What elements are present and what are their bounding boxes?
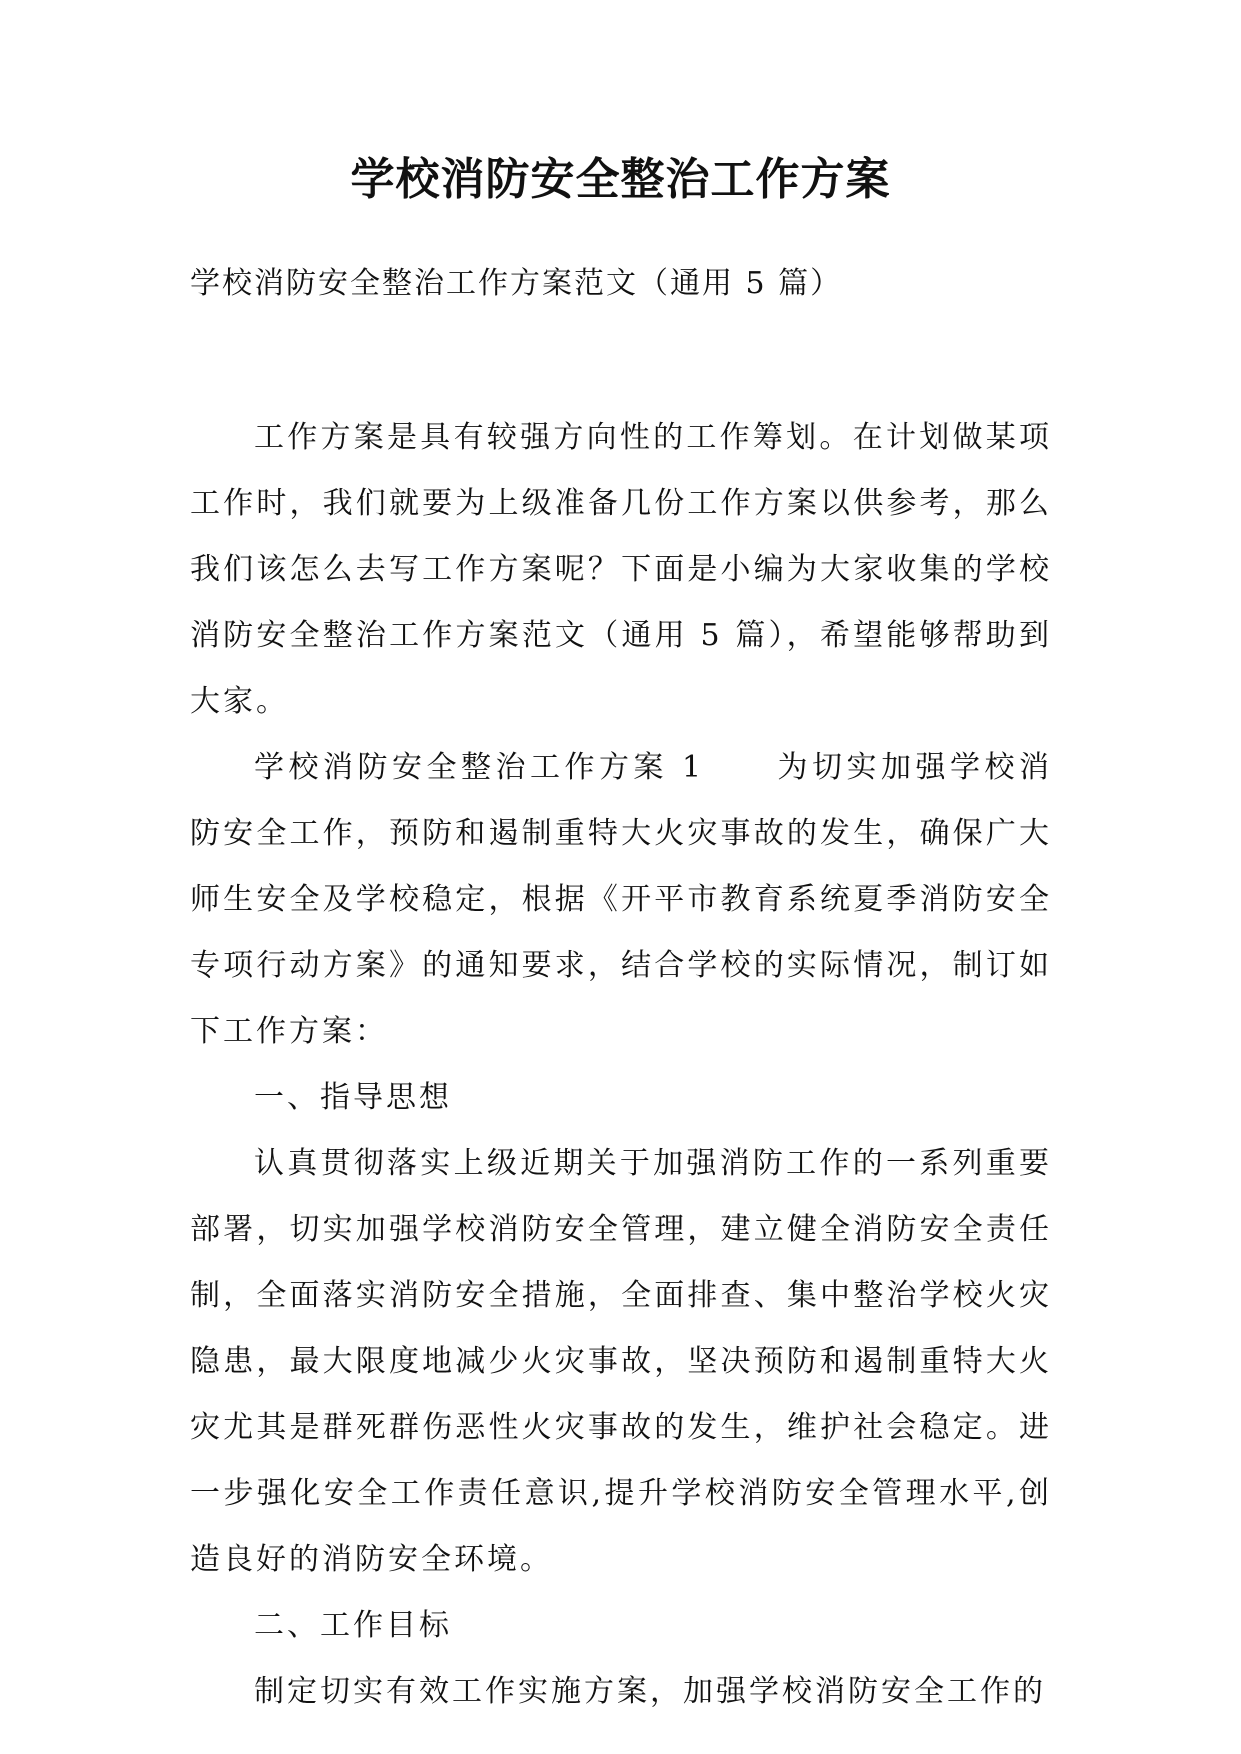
section-1-paragraph <box>190 735 1052 1065</box>
heading-work-goals: 二、工作目标 <box>254 1608 452 1643</box>
document-subtitle: 学校消防安全整治工作方案范文（通用 5 篇） <box>190 266 843 301</box>
intro-paragraph: 工作方案是具有较强方向性的工作筹划。在计划做某项工作时，我们就要为上级准备几份工作方案以供参考，那么我们该怎么去写工作方案呢？下面是小编为大家收集的学校消防安全整治工作方案范文（通用 5 篇），希望能够帮助到大家。 <box>190 420 1052 719</box>
guiding-ideology-paragraph: 认真贯彻落实上级近期关于加强消防工作的一系列重要部署，切实加强学校消防安全管理，建立健全消防安全责任制，全面落实消防安全措施，全面排查、集中整治学校火灾隐患，最大限度地减少火灾事故，坚决预防和遏制重特大火灾尤其是群死群伤恶性火灾事故的发生，维护社会稳定。进一步强化安全工作责任意识,提升学校消防安全管理水平,创造良好的消防安全环境。 <box>190 1146 1052 1577</box>
document-title: 学校消防安全整治工作方案 <box>350 154 891 205</box>
document-body <box>190 405 1052 1725</box>
section-1-text: 为切实加强学校消防安全工作，预防和遏制重特大火灾事故的发生，确保广大师生安全及学校稳定，根据《开平市教育系统夏季消防安全专项行动方案》的通知要求，结合学校的实际情况，制订如下工作方案： <box>190 750 1052 1049</box>
work-goals-paragraph: 制定切实有效工作实施方案，加强学校消防安全工作的 <box>254 1674 1046 1709</box>
section-1-title: 学校消防安全整治工作方案 1 <box>254 750 705 785</box>
heading-guiding-ideology: 一、指导思想 <box>254 1080 452 1115</box>
